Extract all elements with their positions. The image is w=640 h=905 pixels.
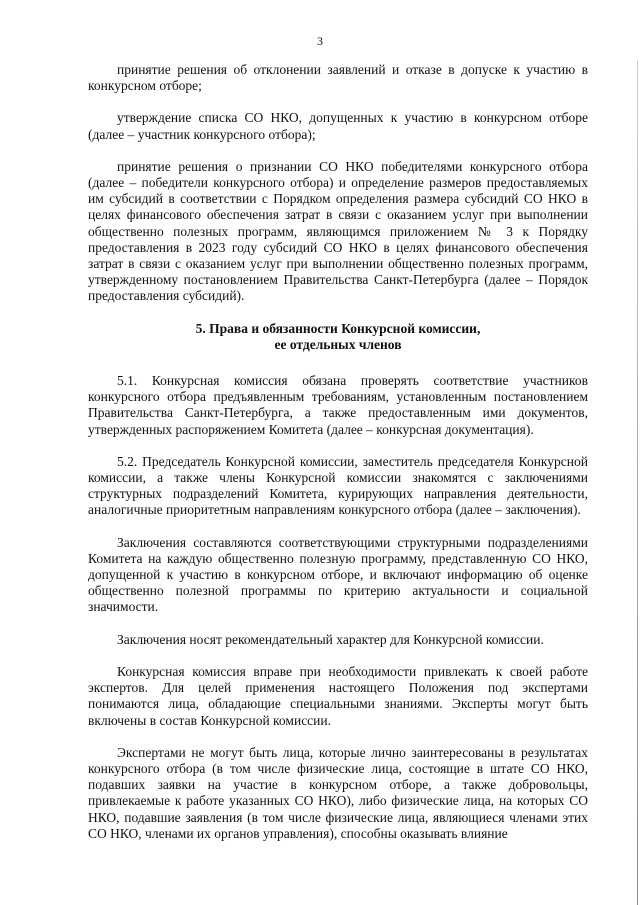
paragraph-conclusions-composed: Заключения составляются соответствующими структурными подразделениями Комитета на каждую общественно полезную программу, представленную СО НКО, допущенной к участию в конкурсном отборе, и включают информацию об оценке общественно полезной программы по критерию актуальности и социальной значимости. xyxy=(88,534,588,615)
section-heading-line-1: 5. Права и обязанности Конкурсной комиссии, xyxy=(195,320,481,336)
document-body xyxy=(88,62,588,858)
paragraph-winners-decision: принятие решения о признании СО НКО победителями конкурсного отбора (далее – победители конкурсного отбора) и определение размеров предоставляемых им субсидий в соответствии с Порядком определения размера субсидий СО НКО в целях финансового обеспечения затрат в связи с оказанием услуг при выполнении общественно полезных программ, являющимся приложением № 3 к Порядку предоставления в 2023 году субсидий СО НКО в целях финансового обеспечения затрат в связи с оказанием услуг при выполнении общественно полезных программ, утвержденному постановлением Правительства Санкт-Петербурга (далее – Порядок предоставления субсидий). xyxy=(88,158,588,304)
section-heading-line-2: ее отдельных членов xyxy=(274,336,402,352)
paragraph-conclusions-advisory: Заключения носят рекомендательный характер для Конкурсной комиссии. xyxy=(117,631,544,647)
paragraph-approve-list: утверждение списка СО НКО, допущенных к участию в конкурсном отборе (далее – участник конкурсного отбора); xyxy=(88,110,588,142)
paragraph-experts-restrictions: Экспертами не могут быть лица, которые лично заинтересованы в результатах конкурсного отбора (в том числе физические лица, состоящие в штате СО НКО, подавших заявки на участие в конкурсном отборе, а также добровольцы, привлекаемые к работе указанных СО НКО), либо физические лица, на которых СО НКО, подавшие заявления (в том числе физические лица, являющиеся членами этих СО НКО, членами их органов управления), способны оказывать влияние xyxy=(88,744,588,841)
page-number: 3 xyxy=(317,34,323,48)
scan-edge-line xyxy=(637,60,638,905)
paragraph-5-2: 5.2. Председатель Конкурсной комиссии, заместитель председателя Конкурсной комиссии, а также члены Конкурсной комиссии знакомятся с заключениями структурных подразделений Комитета, курирующих направления деятельности, аналогичные приоритетным направлениям конкурсного отбора (далее – заключения). xyxy=(88,453,588,518)
section-heading xyxy=(88,321,588,353)
paragraph-reject-decision: принятие решения об отклонении заявлений и отказе в допуске к участию в конкурсном отборе; xyxy=(88,62,588,94)
paragraph-experts-invite: Конкурсная комиссия вправе при необходимости привлекать к своей работе экспертов. Для целей применения настоящего Положения под экспертами понимаются лица, обладающие специальными знаниями. Эксперты могут быть включены в состав Конкурсной комиссии. xyxy=(88,663,588,728)
paragraph-5-1: 5.1. Конкурсная комиссия обязана проверять соответствие участников конкурсного отбора предъявленным требованиям, установленным постановлением Правительства Санкт-Петербурга, а также предоставленным ими документов, утвержденных распоряжением Комитета (далее – конкурсная документация). xyxy=(88,373,588,437)
